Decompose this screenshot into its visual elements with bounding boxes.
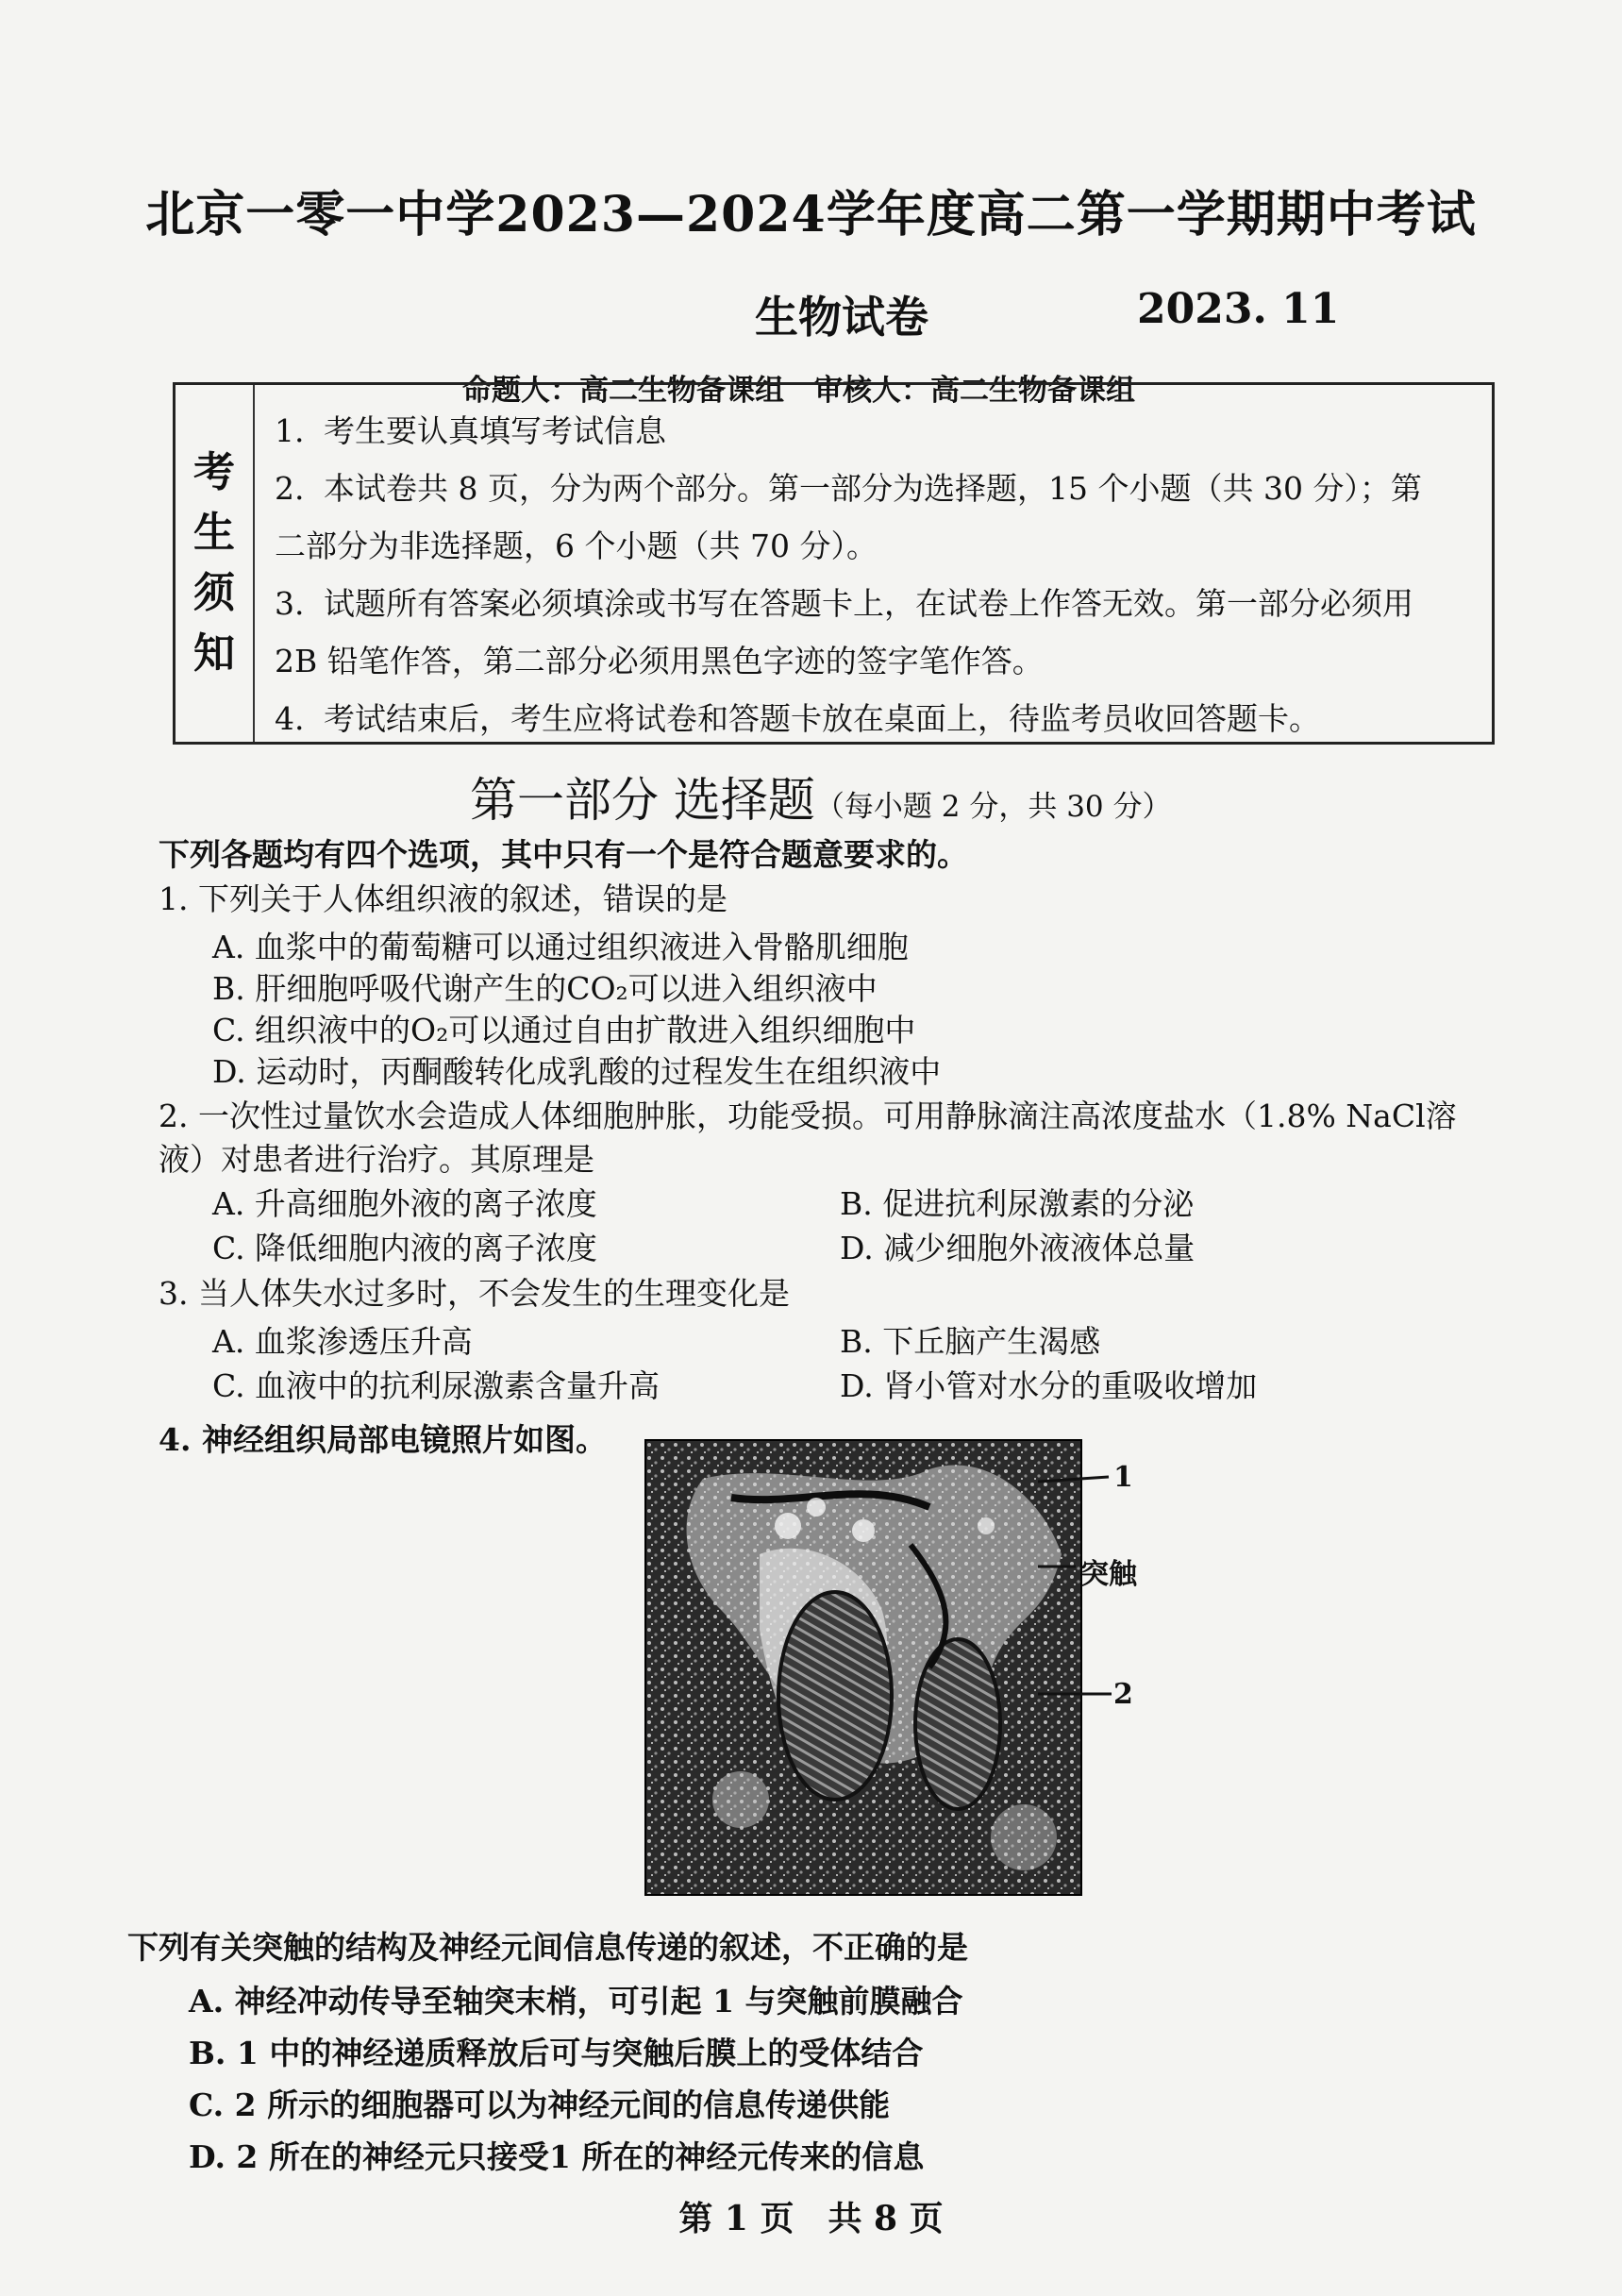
- notice-label-char: 须: [193, 569, 235, 617]
- exam-subtitle: 生物试卷: [755, 292, 928, 343]
- question-stem: 2. 一次性过量饮水会造成人体细胞肿胀，功能受损。可用静脉滴注高浓度盐水（1.8% NaCl溶: [159, 1098, 1457, 1134]
- option-b: B. 肝细胞呼吸代谢产生的CO₂可以进入组织液中: [212, 970, 878, 1007]
- question-stem-continued: 液）对患者进行治疗。其原理是: [159, 1141, 594, 1178]
- question-stem: 3. 当人体失水过多时，不会发生的生理变化是: [159, 1275, 790, 1312]
- option-b: B. 1 中的神经递质释放后可与突触后膜上的受体结合: [189, 2035, 924, 2071]
- option-b: B. 促进抗利尿激素的分泌: [840, 1185, 1195, 1222]
- notice-label-char: 生: [193, 509, 235, 557]
- notice-item: 4. 考试结束后，考生应将试卷和答题卡放在桌面上，待监考员收回答题卡。: [275, 700, 1320, 737]
- exam-authors: 命题人：高二生物备课组 审核人：高二生物备课组: [462, 374, 1135, 408]
- part1-note: （每小题 2 分，共 30 分）: [814, 790, 1172, 824]
- option-b: B. 下丘脑产生渴感: [840, 1323, 1101, 1360]
- notice-item-continued: 2B 铅笔作答，第二部分必须用黑色字迹的签字笔作答。: [275, 643, 1044, 679]
- option-d: D. 减少细胞外液液体总量: [840, 1230, 1196, 1266]
- part1-instruction: 下列各题均有四个选项，其中只有一个是符合题意要求的。: [159, 836, 968, 873]
- option-c: C. 组织液中的O₂可以通过自由扩散进入组织细胞中: [212, 1012, 916, 1048]
- question-stem-continued: 下列有关突触的结构及神经元间信息传递的叙述，不正确的是: [127, 1929, 968, 1966]
- notice-list: [275, 402, 1482, 747]
- option-d: D. 运动时，丙酮酸转化成乳酸的过程发生在组织液中: [212, 1053, 942, 1090]
- exam-date: 2023. 11: [1137, 285, 1340, 333]
- option-a: A. 血浆中的葡萄糖可以通过组织液进入骨骼肌细胞: [212, 929, 909, 965]
- notice-label: [176, 385, 255, 742]
- figure-label-2: 2: [1113, 1678, 1133, 1711]
- micrograph-image: [646, 1441, 1080, 1894]
- option-c: C. 2 所示的细胞器可以为神经元间的信息传递供能: [189, 2087, 891, 2123]
- part1-heading: [470, 763, 1172, 830]
- notice-label-char: 知: [193, 629, 235, 678]
- figure-label-synapse: 突触: [1080, 1558, 1137, 1591]
- notice-item: 3. 试题所有答案必须填涂或书写在答题卡上，在试卷上作答无效。第一部分必须用: [275, 585, 1413, 622]
- question-stem: 1. 下列关于人体组织液的叙述，错误的是: [159, 880, 727, 917]
- notice-item-continued: 二部分为非选择题，6 个小题（共 70 分）。: [275, 528, 878, 564]
- electron-micrograph-figure: [644, 1439, 1082, 1896]
- option-a: A. 神经冲动传导至轴突末梢，可引起 1 与突触前膜融合: [189, 1983, 963, 2019]
- option-c: C. 降低细胞内液的离子浓度: [212, 1230, 598, 1266]
- exam-title: 北京一零一中学2023—2024学年度高二第一学期期中考试: [145, 186, 1477, 243]
- notice-item: 1. 考生要认真填写考试信息: [275, 412, 666, 449]
- option-a: A. 升高细胞外液的离子浓度: [212, 1185, 597, 1222]
- option-a: A. 血浆渗透压升高: [212, 1323, 473, 1360]
- notice-item: 2. 本试卷共 8 页，分为两个部分。第一部分为选择题，15 个小题（共 30 分）；第: [275, 470, 1422, 507]
- exam-notice-box: [173, 382, 1495, 745]
- notice-label-char: 考: [193, 448, 235, 496]
- question-stem: 4. 神经组织局部电镜照片如图。: [159, 1421, 607, 1458]
- part1-title: 第一部分 选择题: [470, 773, 815, 828]
- option-d: D. 2 所在的神经元只接受1 所在的神经元传来的信息: [189, 2138, 925, 2175]
- option-c: C. 血液中的抗利尿激素含量升高: [212, 1367, 661, 1404]
- option-d: D. 肾小管对水分的重吸收增加: [840, 1367, 1258, 1404]
- page-number: 第 1 页 共 8 页: [678, 2199, 944, 2238]
- figure-label-1: 1: [1113, 1461, 1133, 1494]
